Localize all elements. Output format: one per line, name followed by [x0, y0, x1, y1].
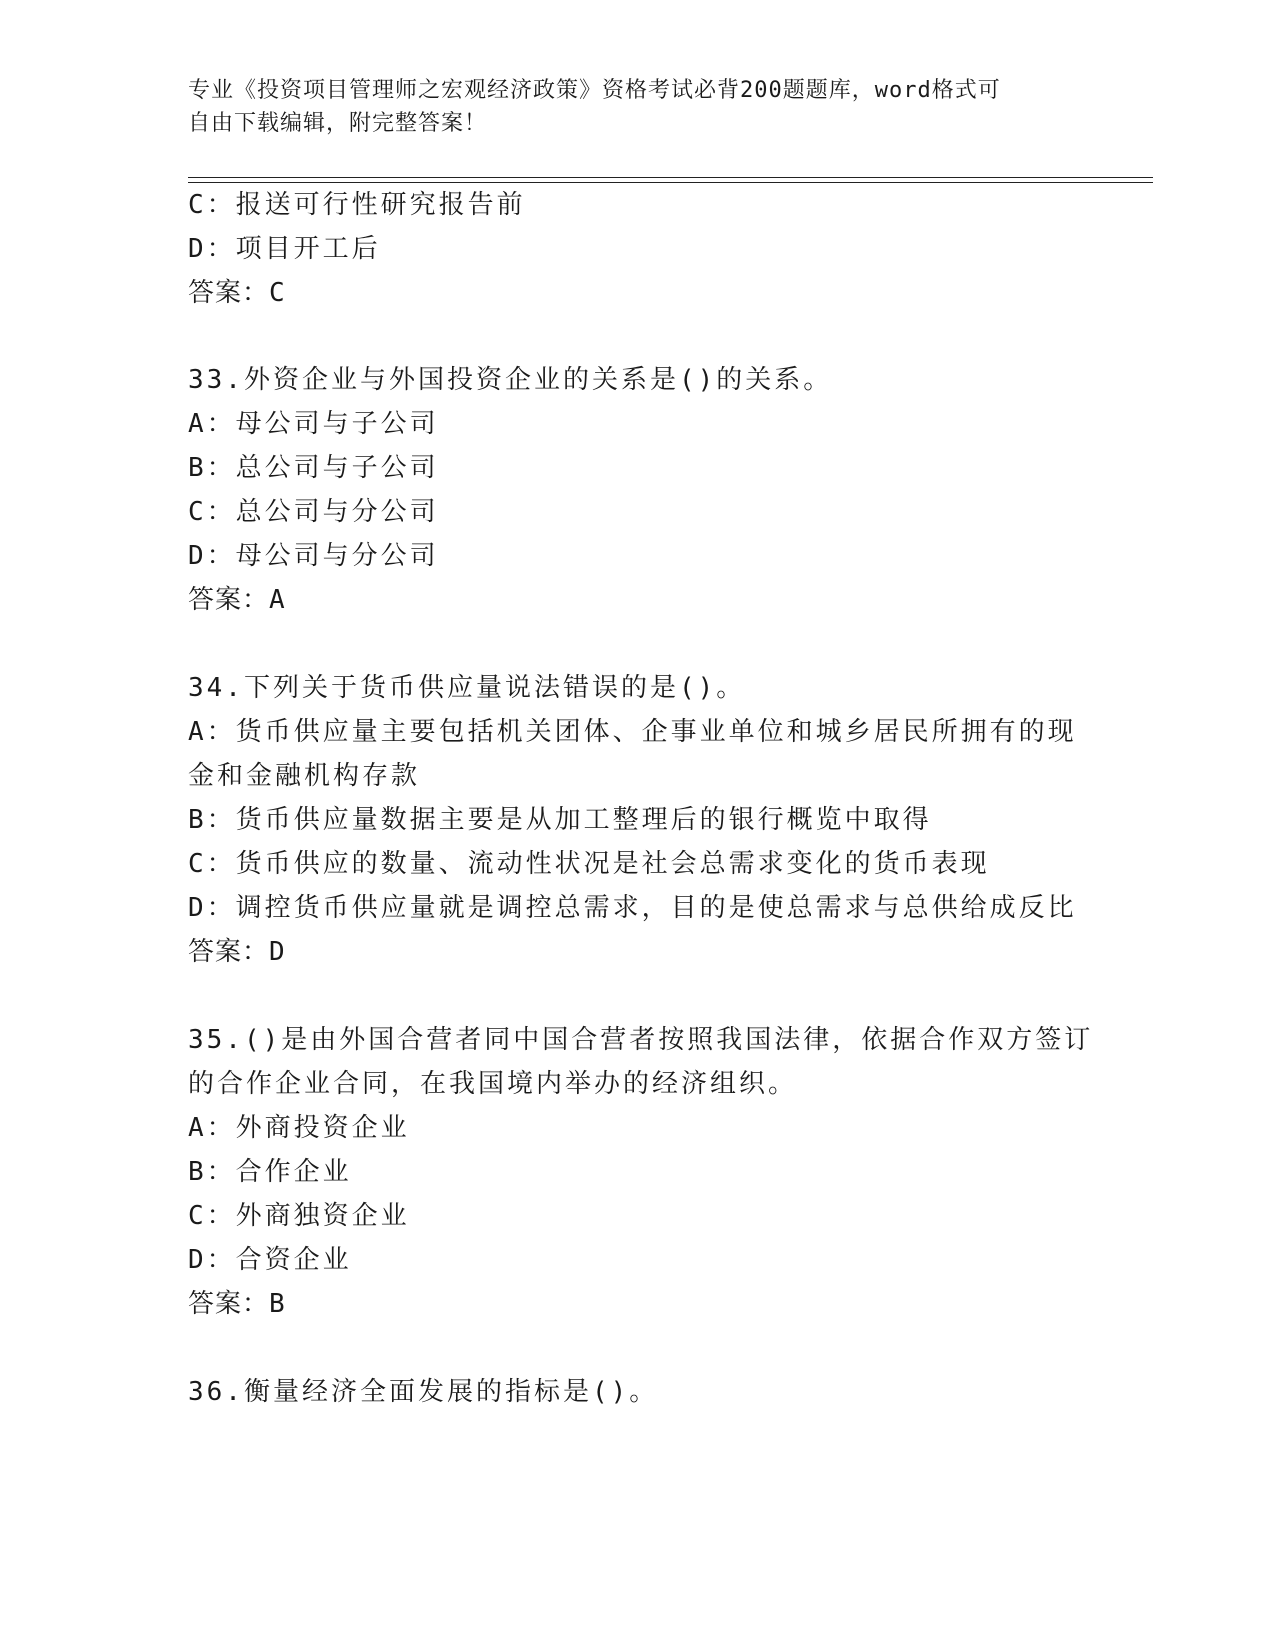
answer-label: 答案：C — [188, 278, 286, 308]
option-b: B：合作企业 — [188, 1157, 352, 1187]
option-d: D：调控货币供应量就是调控总需求，目的是使总需求与总供给成反比 — [188, 893, 1077, 923]
header-title-line-2: 自由下载编辑，附完整答案！ — [188, 111, 488, 136]
header-divider-top — [188, 177, 1153, 178]
question-stem: 33.外资企业与外国投资企业的关系是()的关系。 — [188, 365, 833, 395]
answer-label: 答案：B — [188, 1289, 286, 1319]
option-c: C：外商独资企业 — [188, 1201, 410, 1231]
question-stem: 34.下列关于货币供应量说法错误的是()。 — [188, 673, 746, 703]
option-a-continued: 金和金融机构存款 — [188, 761, 421, 791]
option-a: A：母公司与子公司 — [188, 409, 439, 439]
option-b: B：货币供应量数据主要是从加工整理后的银行概览中取得 — [188, 805, 932, 835]
question-stem-continued: 的合作企业合同，在我国境内举办的经济组织。 — [188, 1069, 798, 1099]
question-stem: 35.()是由外国合营者同中国合营者按照我国法律，依据合作双方签订 — [188, 1025, 1094, 1055]
option-b: B：总公司与子公司 — [188, 453, 439, 483]
question-stem: 36.衡量经济全面发展的指标是()。 — [188, 1377, 659, 1407]
answer-label: 答案：D — [188, 937, 286, 967]
header-title-line-1: 专业《投资项目管理师之宏观经济政策》资格考试必背200题题库，word格式可 — [188, 78, 1001, 103]
document-header — [188, 74, 1068, 140]
option-a: A：货币供应量主要包括机关团体、企事业单位和城乡居民所拥有的现 — [188, 717, 1077, 747]
option-c: C：报送可行性研究报告前 — [188, 190, 526, 220]
option-c: C：总公司与分公司 — [188, 497, 439, 527]
option-d: D：母公司与分公司 — [188, 541, 439, 571]
answer-label: 答案：A — [188, 585, 286, 615]
option-d: D：合资企业 — [188, 1245, 352, 1275]
option-c: C：货币供应的数量、流动性状况是社会总需求变化的货币表现 — [188, 849, 990, 879]
option-d: D：项目开工后 — [188, 234, 381, 264]
option-a: A：外商投资企业 — [188, 1113, 410, 1143]
